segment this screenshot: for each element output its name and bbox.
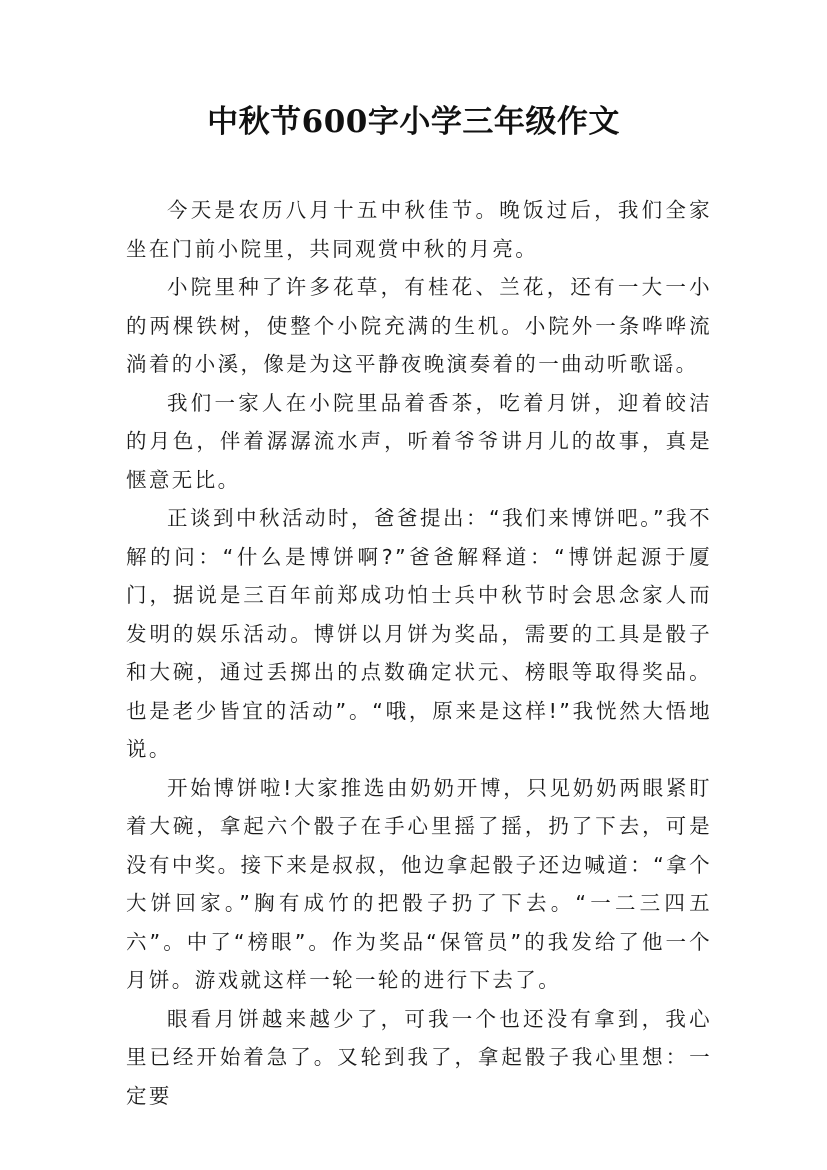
document-title: 中秋节600字小学三年级作文 <box>207 104 620 140</box>
paragraph: 小院里种了许多花草，有桂花、兰花，还有一大一小的两棵铁树，使整个小院充满的生机。小院外一条哗哗流淌着的小溪，像是为这平静夜晚演奏着的一曲动听歌谣。 <box>126 275 712 376</box>
document-body <box>126 191 712 1115</box>
paragraph: 我们一家人在小院里品着香茶，吃着月饼，迎着皎洁的月色，伴着潺潺流水声，听着爷爷讲月儿的故事，真是惬意无比。 <box>126 390 712 492</box>
paragraph: 开始博饼啦!大家推选由奶奶开博，只见奶奶两眼紧盯着大碗，拿起六个骰子在手心里摇了摇，扔了下去，可是没有中奖。接下来是叔叔，他边拿起骰子还边喊道：“拿个大饼回家。”胸有成竹的把骰子扔了下去。“一二三四五六”。中了“榜眼”。作为奖品“保管员”的我发给了他一个月饼。游戏就这样一轮一轮的进行下去了。 <box>126 775 712 992</box>
paragraph: 正谈到中秋活动时，爸爸提出：“我们来博饼吧。”我不解的问：“什么是博饼啊?”爸爸解释道：“博饼起源于厦门，据说是三百年前郑成功怕士兵中秋节时会思念家人而发明的娱乐活动。博饼以月饼为奖品，需要的工具是骰子和大碗，通过丢掷出的点数确定状元、榜眼等取得奖品。也是老少皆宜的活动”。“哦，原来是这样!”我恍然大悟地说。 <box>126 506 712 761</box>
paragraph: 今天是农历八月十五中秋佳节。晚饭过后，我们全家坐在门前小院里，共同观赏中秋的月亮。 <box>126 198 712 261</box>
paragraph: 眼看月饼越来越少了，可我一个也还没有拿到，我心里已经开始着急了。又轮到我了，拿起骰子我心里想：一定要 <box>126 1006 712 1108</box>
